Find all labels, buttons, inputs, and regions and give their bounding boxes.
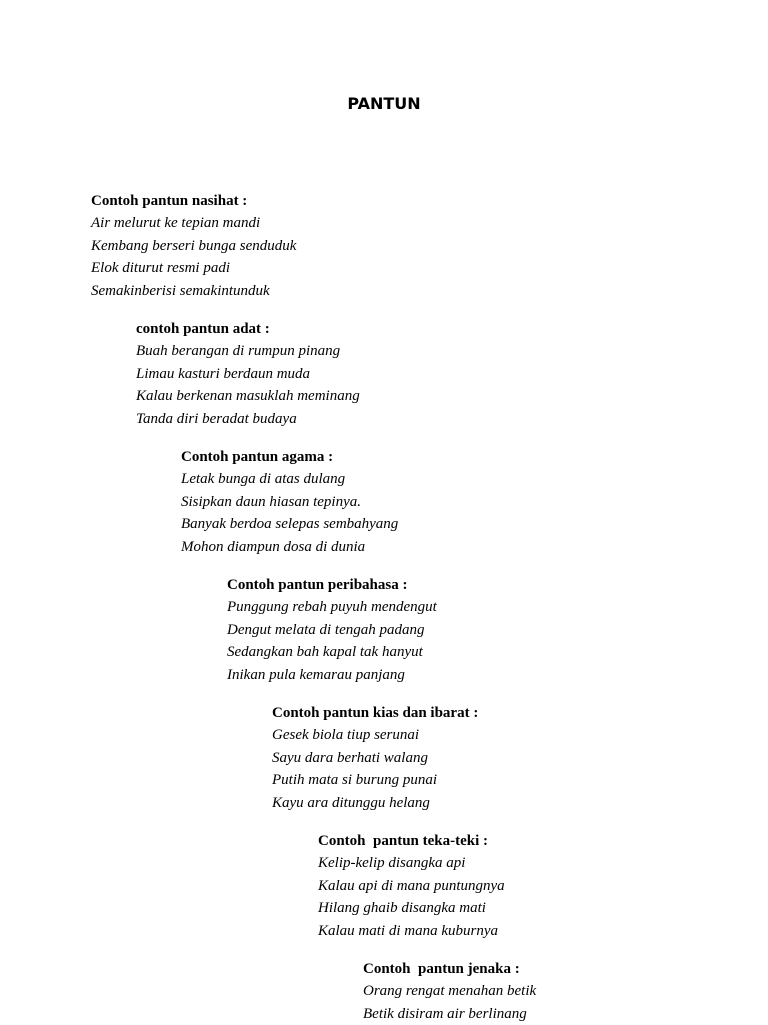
verse-line: Mohon diampun dosa di dunia xyxy=(181,538,366,555)
section-heading: Contoh pantun kias dan ibarat : xyxy=(272,705,479,721)
verse-line: Sayu dara berhati walang xyxy=(272,749,428,766)
verse-line: Kembang berseri bunga senduduk xyxy=(91,237,297,254)
verse-line: Banyak berdoa selepas sembahyang xyxy=(181,516,399,533)
verse-line: Betik disiram air berlinang xyxy=(363,1005,527,1022)
verse-line: Semakinberisi semakintunduk xyxy=(91,282,270,299)
section-pantun-kias-ibarat xyxy=(272,702,478,814)
section-heading: Contoh pantun nasihat : xyxy=(91,193,248,209)
section-pantun-adat xyxy=(136,318,360,430)
verse-line: Hilang ghaib disangka mati xyxy=(318,900,486,917)
verse-line: Kalau api di mana puntungnya xyxy=(318,877,505,894)
section-heading: contoh pantun adat : xyxy=(136,321,270,337)
verse-line: Kayu ara ditunggu helang xyxy=(272,794,430,811)
verse-line: Kalau berkenan masuklah meminang xyxy=(136,388,360,405)
verse-line: Punggung rebah puyuh mendengut xyxy=(227,599,437,615)
section-pantun-teka-teki xyxy=(318,830,505,942)
verse-line: Buah berangan di rumpun pinang xyxy=(136,343,341,359)
verse-line: Gesek biola tiup serunai xyxy=(272,727,420,743)
section-pantun-nasihat xyxy=(91,190,296,302)
section-pantun-agama xyxy=(181,446,398,558)
verse-line: Inikan pula kemarau panjang xyxy=(227,666,405,683)
verse-line: Letak bunga di atas dulang xyxy=(181,471,346,487)
section-heading: Contoh pantun teka-teki : xyxy=(318,833,489,849)
verse-line: Kalau mati di mana kuburnya xyxy=(318,922,498,939)
section-heading: Contoh pantun peribahasa : xyxy=(227,577,408,593)
verse-line: Elok diturut resmi padi xyxy=(91,260,231,277)
section-pantun-peribahasa xyxy=(227,574,437,686)
section-heading: Contoh pantun jenaka : xyxy=(363,961,520,977)
verse-line: Sedangkan bah kapal tak hanyut xyxy=(227,644,423,661)
verse-line: Limau kasturi berdaun muda xyxy=(136,365,311,382)
page-title: PANTUN xyxy=(347,94,421,113)
verse-line: Orang rengat menahan betik xyxy=(363,983,537,999)
section-pantun-jenaka xyxy=(363,958,536,1025)
verse-line: Dengut melata di tengah padang xyxy=(227,621,425,638)
verse-line: Sisipkan daun hiasan tepinya. xyxy=(181,493,361,510)
verse-line: Tanda diri beradat budaya xyxy=(136,410,297,427)
section-heading: Contoh pantun agama : xyxy=(181,449,334,465)
verse-line: Kelip-kelip disangka api xyxy=(318,855,466,871)
verse-line: Putih mata si burung punai xyxy=(272,772,438,789)
verse-line: Air melurut ke tepian mandi xyxy=(91,215,261,231)
